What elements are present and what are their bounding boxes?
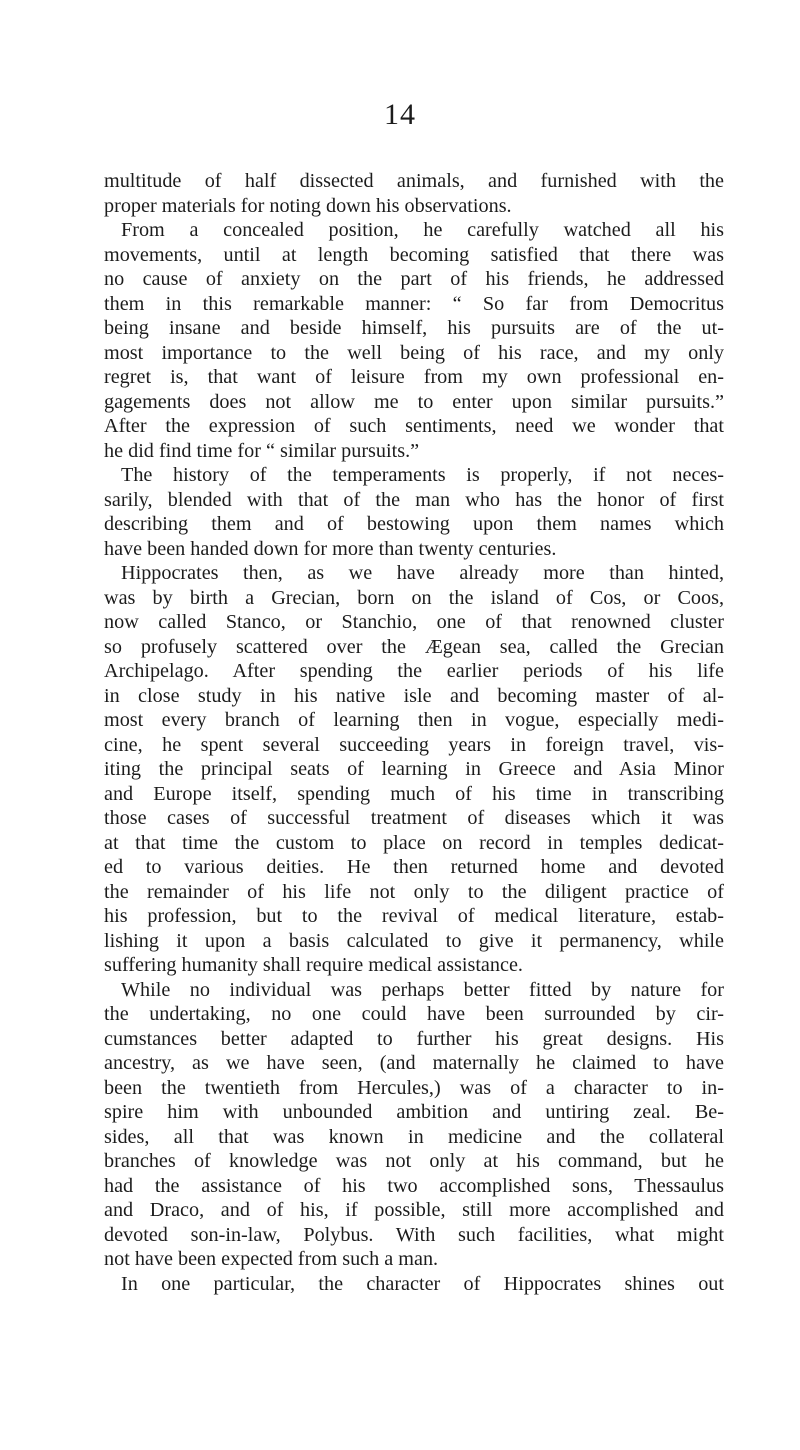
text-line: not have been expected from such a man. bbox=[104, 1248, 439, 1270]
text-line: branches of knowledge was not only at his command, but he bbox=[104, 1150, 724, 1172]
text-line: now called Stanco, or Stanchio, one of that renowned cluster bbox=[104, 611, 724, 633]
text-line: proper materials for noting down his observations. bbox=[104, 194, 512, 217]
text-line: no cause of anxiety on the part of his friends, he addressed bbox=[104, 268, 724, 290]
text-line: spire him with unbounded ambition and untiring zeal. Be- bbox=[104, 1101, 724, 1123]
text-line: movements, until at length becoming satisfied that there was bbox=[104, 243, 724, 266]
body-text bbox=[104, 169, 724, 1296]
text-line: have been handed down for more than twenty centuries. bbox=[104, 537, 557, 560]
page-number: 14 bbox=[384, 98, 416, 131]
text-line: sides, all that was known in medicine and the collateral bbox=[104, 1125, 724, 1148]
text-line: lishing it upon a basis calculated to give it permanency, while bbox=[104, 929, 724, 952]
text-line: Archipelago. After spending the earlier periods of his life bbox=[104, 660, 724, 682]
text-line: iting the principal seats of learning in Greece and Asia Minor bbox=[104, 758, 724, 780]
text-line: had the assistance of his two accomplished sons, Thessaulus bbox=[104, 1174, 724, 1197]
text-line: ancestry, as we have seen, (and maternally he claimed to have bbox=[104, 1052, 724, 1074]
text-line: his profession, but to the revival of medical literature, estab- bbox=[104, 905, 724, 927]
text-line: describing them and of bestowing upon them names which bbox=[104, 513, 724, 535]
text-line: regret is, that want of leisure from my own professional en- bbox=[104, 366, 724, 388]
text-line: After the expression of such sentiments, need we wonder that bbox=[104, 415, 724, 437]
text-line: them in this remarkable manner: “ So far from Democritus bbox=[104, 292, 724, 315]
text-line: and Europe itself, spending much of his time in transcribing bbox=[104, 782, 724, 805]
text-line: While no individual was perhaps better fitted by nature for bbox=[121, 978, 724, 1001]
text-line: cumstances better adapted to further his great designs. His bbox=[104, 1027, 724, 1050]
text-line: devoted son-in-law, Polybus. With such facilities, what might bbox=[104, 1223, 724, 1246]
text-line: multitude of half dissected animals, and furnished with the bbox=[104, 170, 724, 192]
text-line: he did find time for “ similar pursuits.” bbox=[104, 439, 420, 462]
text-line: the undertaking, no one could have been surrounded by cir- bbox=[104, 1003, 724, 1025]
text-line: ed to various deities. He then returned home and devoted bbox=[104, 856, 724, 878]
text-line: most importance to the well being of his race, and my only bbox=[104, 341, 724, 364]
text-line: cine, he spent several succeeding years in foreign travel, vis- bbox=[104, 733, 724, 756]
text-line: and Draco, and of his, if possible, still more accomplished and bbox=[104, 1199, 724, 1221]
text-line: in close study in his native isle and becoming master of al- bbox=[104, 684, 724, 707]
text-line: From a concealed position, he carefully watched all his bbox=[121, 219, 724, 241]
text-line: sarily, blended with that of the man who has the honor of first bbox=[104, 488, 724, 511]
text-line: suffering humanity shall require medical assistance. bbox=[104, 954, 523, 976]
text-line: been the twentieth from Hercules,) was of a character to in- bbox=[104, 1076, 724, 1099]
text-line: being insane and beside himself, his pursuits are of the ut- bbox=[104, 317, 724, 339]
text-line: gagements does not allow me to enter upon similar pursuits.” bbox=[104, 390, 724, 413]
text-line: The history of the temperaments is properly, if not neces- bbox=[121, 464, 724, 486]
text-line: Hippocrates then, as we have already more than hinted, bbox=[121, 562, 724, 584]
text-line: most every branch of learning then in vogue, especially medi- bbox=[104, 709, 724, 731]
text-line: was by birth a Grecian, born on the island of Cos, or Coos, bbox=[104, 586, 724, 609]
text-line: so profusely scattered over the Ægean sea, called the Grecian bbox=[104, 635, 724, 658]
text-line: at that time the custom to place on record in temples dedicat- bbox=[104, 831, 724, 854]
text-line: In one particular, the character of Hippocrates shines out bbox=[121, 1272, 724, 1295]
text-line: the remainder of his life not only to the diligent practice of bbox=[104, 880, 724, 903]
text-line: those cases of successful treatment of diseases which it was bbox=[104, 807, 724, 829]
